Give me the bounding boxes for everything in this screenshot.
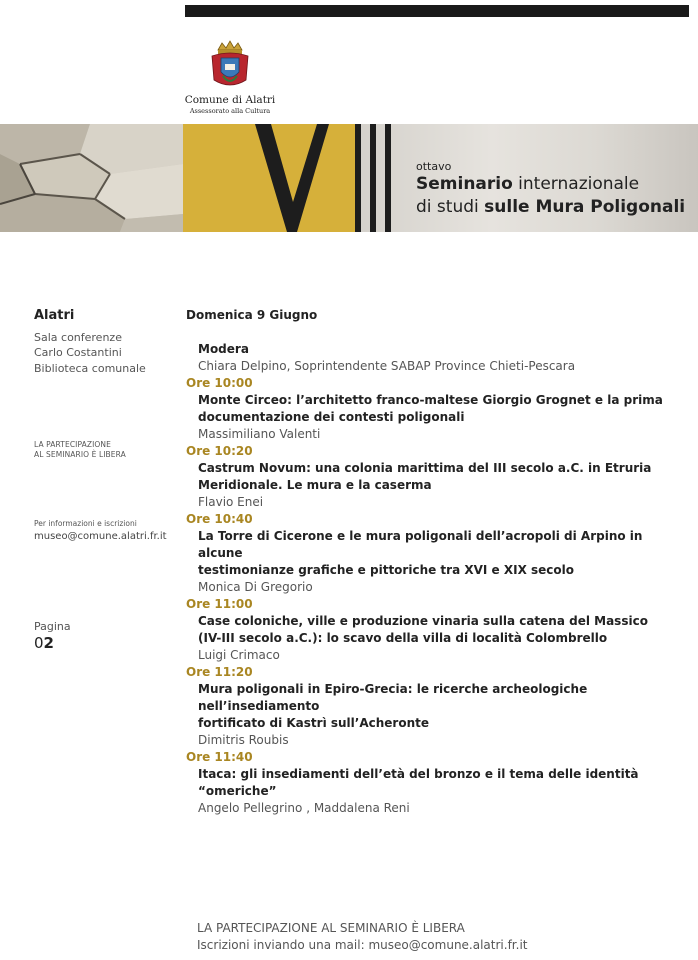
- session-title-line-1: Case coloniche, ville e produzione vinaria sulla catena del Massico: [198, 614, 648, 628]
- venue-line-2: Carlo Costantini: [34, 346, 122, 359]
- event-place: Alatri: [34, 308, 75, 323]
- session-title-line-2: documentazione dei contesti poligonali: [198, 410, 465, 424]
- session: [186, 443, 686, 511]
- banner-line-1-rest: internazionale: [512, 174, 640, 194]
- session-title-line-1: Mura poligonali in Epiro-Grecia: le ricerche archeologiche nell’insediamento: [198, 682, 588, 713]
- session-speaker: Monica Di Gregorio: [198, 580, 313, 594]
- page-number: [34, 634, 54, 652]
- session: [186, 375, 686, 443]
- footer-line-2[interactable]: Iscrizioni inviando una mail: museo@comune.alatri.fr.it: [197, 938, 528, 952]
- coat-of-arms-icon: [208, 40, 252, 92]
- session-title-line-2: Meridionale. Le mura e la caserma: [198, 478, 432, 492]
- footer: [197, 920, 528, 954]
- note-line-2: AL SEMINARIO È LIBERA: [34, 450, 126, 459]
- session-time: Ore 10:40: [186, 512, 253, 526]
- municipality-logo: [180, 40, 280, 115]
- session: [186, 596, 686, 664]
- banner-line-1-bold: Seminario: [416, 174, 513, 194]
- program-day: Domenica 9 Giugno: [186, 308, 318, 322]
- banner-ordinal: ottavo: [416, 160, 452, 173]
- session-title-line-1: Monte Circeo: l’architetto franco-maltese Giorgio Grognet e la prima: [198, 393, 663, 407]
- page-number-value: 2: [43, 634, 54, 652]
- logo-name: Comune di Alatri: [184, 94, 276, 106]
- participation-note: [34, 440, 126, 460]
- session-speaker: Massimiliano Valenti: [198, 427, 321, 441]
- page-label: Pagina: [34, 620, 71, 633]
- session-time: Ore 10:20: [186, 444, 253, 458]
- info-label: Per informazioni e iscrizioni: [34, 519, 137, 528]
- note-line-1: LA PARTECIPAZIONE: [34, 440, 111, 449]
- session-time: Ore 11:40: [186, 750, 253, 764]
- event-library: Biblioteca comunale: [34, 362, 146, 375]
- session-title-line-2: fortificato di Kastrì sull’Acheronte: [198, 716, 429, 730]
- session-title-line-2: (IV-III secolo a.C.): lo scavo della villa di località Colombrello: [198, 631, 608, 645]
- session-time: Ore 10:00: [186, 376, 253, 390]
- session-title-line-1: Castrum Novum: una colonia marittima del III secolo a.C. in Etruria: [198, 461, 652, 475]
- moderator-label: Modera: [198, 342, 249, 356]
- session-title-line-1: La Torre di Cicerone e le mura poligonali dell’acropoli di Arpino in alcune: [198, 529, 643, 560]
- session-title-line-1: Itaca: gli insediamenti dell’età del bronzo e il tema delle identità “omeriche”: [198, 767, 639, 798]
- session: [186, 511, 686, 596]
- logo-subtitle: Assessorato alla Cultura: [189, 107, 271, 115]
- session-speaker: Dimitris Roubis: [198, 733, 289, 747]
- banner-line-1: [416, 174, 639, 194]
- event-venue: [34, 330, 122, 360]
- banner-line-2: [416, 197, 685, 217]
- page-number-prefix: 0: [34, 634, 44, 652]
- roman-numeral-viii: [183, 124, 413, 232]
- banner-line-2-rest: di studi: [416, 197, 485, 217]
- top-bar: [185, 5, 689, 17]
- venue-line-1: Sala conferenze: [34, 331, 122, 344]
- moderator-name: Chiara Delpino, Soprintendente SABAP Province Chieti-Pescara: [198, 359, 576, 373]
- session-speaker: Luigi Crimaco: [198, 648, 280, 662]
- session-time: Ore 11:00: [186, 597, 253, 611]
- session-title-line-2: testimonianze grafiche e pittoriche tra XVI e XIX secolo: [198, 563, 574, 577]
- session-speaker: Angelo Pellegrino , Maddalena Reni: [198, 801, 410, 815]
- footer-line-1: LA PARTECIPAZIONE AL SEMINARIO È LIBERA: [197, 921, 465, 935]
- session-speaker: Flavio Enei: [198, 495, 264, 509]
- session-time: Ore 11:20: [186, 665, 253, 679]
- banner-line-2-bold: sulle Mura Poligonali: [484, 197, 686, 217]
- seminar-banner: [0, 124, 698, 232]
- program: [186, 308, 686, 817]
- info-email[interactable]: museo@comune.alatri.fr.it: [34, 531, 167, 542]
- stone-wall-image: [0, 124, 183, 232]
- session: [186, 749, 686, 817]
- session: [186, 664, 686, 749]
